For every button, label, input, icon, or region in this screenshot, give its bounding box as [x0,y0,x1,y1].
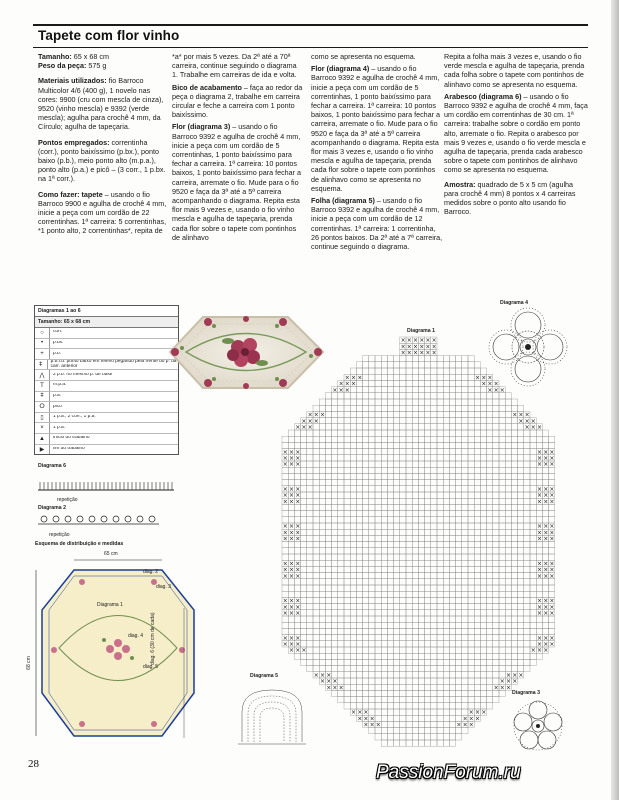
legend-rows [35,328,178,454]
svg-text:×: × [431,343,437,351]
svg-text:×: × [543,634,549,642]
legend-symbol: ⵔ [35,402,50,412]
svg-text:×: × [549,486,555,493]
svg-text:×: × [400,349,406,357]
svg-text:×: × [530,417,536,425]
svg-text:×: × [295,572,301,580]
svg-text:×: × [499,678,505,686]
sample-label: Amostra: [444,179,476,189]
svg-text:×: × [543,572,549,580]
legend-text: 2 p.b. no mesmo p. de base [53,372,113,377]
svg-text:×: × [543,610,549,617]
diagram1-grid [280,335,560,750]
svg-text:×: × [518,417,524,425]
svg-text:×: × [332,678,338,686]
legend-row [35,328,178,339]
svg-text:×: × [530,647,536,655]
svg-text:×: × [549,560,555,568]
svg-text:×: × [413,337,419,345]
svg-text:×: × [326,678,332,686]
layout-scheme [34,548,204,748]
svg-text:×: × [351,380,357,388]
svg-text:×: × [282,603,288,611]
svg-text:×: × [549,529,555,537]
svg-text:×: × [481,709,487,717]
diagram5-label: Diagrama 5 [250,673,278,679]
svg-text:×: × [289,610,295,617]
svg-text:×: × [481,380,487,388]
svg-text:×: × [537,535,543,543]
svg-text:×: × [344,380,350,388]
legend-text: p.b.r.d: ponto baixo em relevo pegando pela frente do p. da carr. anterior [50,359,177,369]
text-column-3 [311,52,443,254]
svg-text:×: × [419,337,425,345]
legend-text: picô [53,404,62,409]
diagram6-strip [34,470,179,500]
svg-text:×: × [301,647,307,655]
legend-row [35,381,178,392]
svg-text:×: × [537,610,543,617]
svg-text:×: × [549,597,555,605]
svg-text:×: × [282,486,288,493]
svg-text:×: × [282,535,288,543]
legend-symbol: • [35,339,50,349]
text-column-1 [38,52,170,239]
legend-row [35,413,178,424]
svg-text:×: × [307,424,313,431]
svg-text:×: × [549,610,555,617]
svg-text:×: × [338,380,344,388]
svg-text:×: × [295,498,301,506]
svg-text:×: × [406,349,412,357]
legend-row [35,392,178,403]
diagram2-label: Diagrama 2 [38,505,66,511]
legend-text: m.p.a. [53,383,67,388]
page-spine-shadow [611,0,619,800]
legend-text: p.bx. [53,340,64,345]
svg-text:×: × [549,572,555,580]
svg-text:×: × [537,529,543,537]
svg-text:×: × [537,523,543,531]
layout-scheme-label: Esquema de distribuição e medidas [35,541,124,547]
sample-text: quadrado de 5 x 5 cm (agulha para crochê 4 mm) 8 pontos x 4 carreiras medidos sobre o ponto alto usando fio Barroco. [444,179,576,217]
diagram3-motif [510,698,566,754]
svg-text:×: × [499,684,505,692]
col4-text-1: Repita a folha mais 3 vezes e, usando o fio verde mescla e agulha de tapeçaria, prenda cada folha sobre o tapete com pontinhos de alinhavo como se apresenta no esquema. [444,52,585,89]
svg-text:×: × [282,572,288,580]
svg-text:×: × [320,411,326,419]
svg-text:×: × [549,455,555,462]
legend-row [35,370,178,381]
svg-text:×: × [320,678,326,686]
legend-row [35,423,178,434]
svg-text:×: × [363,709,369,717]
svg-text:×: × [338,386,344,394]
repeat-label-1: repetição [57,497,78,503]
legend-text: 1 p.a. [53,425,66,430]
svg-text:×: × [295,597,301,605]
svg-text:×: × [289,634,295,642]
svg-text:×: × [338,684,344,692]
svg-text:×: × [543,529,549,537]
svg-text:×: × [549,603,555,611]
svg-text:×: × [506,684,512,692]
svg-text:×: × [369,721,375,729]
svg-text:×: × [295,610,301,617]
diagram4-motif [488,307,568,387]
legend-symbol: × [35,423,50,433]
scheme-diag1: Diagrama 1 [97,602,123,608]
svg-text:×: × [289,535,295,543]
scheme-diag6: diag. 6 (30 cm de cada) [150,612,156,665]
legend-symbol: ▶ [35,445,50,455]
svg-text:×: × [537,498,543,506]
svg-text:×: × [301,424,307,431]
svg-text:×: × [524,424,530,431]
materials-label: Materiais utilizados: [38,76,107,86]
svg-text:×: × [289,560,295,568]
scheme-diag3: diag. 3 [156,584,172,590]
svg-text:×: × [543,560,549,568]
svg-text:×: × [537,647,543,655]
svg-text:×: × [493,684,499,692]
svg-text:×: × [344,386,350,394]
leaf5-text: – usando o fio Barroco 9392 e agulha de crochê 4 mm, inicie a peça com um cordão de 12 correntinhas. 1ª carreira: 1 correntinha, 26 pontos baixos. Da 2ª até a 7ª carreira, continue seguindo o diagrama. [311,196,443,252]
svg-text:×: × [282,560,288,568]
legend-row [35,349,178,360]
svg-text:×: × [530,424,536,431]
svg-text:×: × [289,492,295,500]
legend-text: corr. [53,330,63,335]
svg-text:×: × [295,492,301,500]
svg-text:×: × [537,492,543,500]
title-rule [33,47,588,48]
stitches-label: Pontos empregados: [38,137,110,147]
svg-text:×: × [537,641,543,648]
edging-text: – faça ao redor da peça o diagrama 2, trabalhe em carreira circular e feche a carreira com 1 ponto baixíssimo. [172,82,303,120]
svg-text:×: × [289,461,295,469]
how-to-text: – usando o fio Barroco 9900 e agulha de crochê 4 mm, inicie a peça com um cordão de 22 correntinhas. 1ª carreira: 5 correntinhas, *1 ponto alto, 2 correntinhas*, repita de [38,189,167,236]
svg-text:×: × [326,684,332,692]
svg-text:×: × [537,448,543,456]
svg-text:×: × [375,721,381,729]
svg-text:×: × [282,529,288,537]
svg-text:×: × [363,715,369,723]
svg-text:×: × [295,560,301,568]
svg-text:×: × [431,337,437,345]
top-rule [33,24,588,26]
weight-label: Peso da peça: [38,61,87,71]
svg-text:×: × [512,672,518,679]
svg-text:×: × [549,448,555,456]
svg-text:×: × [400,337,406,345]
svg-text:×: × [543,641,549,648]
svg-text:×: × [295,461,301,469]
svg-text:×: × [357,374,363,382]
svg-text:×: × [332,684,338,692]
svg-text:×: × [456,721,462,729]
svg-text:×: × [524,417,530,425]
svg-text:×: × [549,641,555,648]
svg-text:×: × [419,349,425,357]
svg-text:×: × [295,634,301,642]
svg-text:×: × [549,535,555,543]
svg-text:×: × [518,411,524,419]
svg-text:×: × [468,715,474,723]
svg-text:×: × [512,678,518,686]
svg-text:×: × [295,647,301,655]
svg-text:×: × [413,349,419,357]
width-65cm: 65 cm [104,551,118,557]
svg-text:×: × [369,715,375,723]
svg-text:×: × [487,374,493,382]
svg-text:×: × [326,672,332,679]
how-to-label: Como fazer: tapete [38,189,103,199]
svg-text:×: × [295,535,301,543]
svg-text:×: × [475,715,481,723]
svg-text:×: × [543,498,549,506]
svg-text:×: × [537,603,543,611]
legend-symbol: ▲ [35,434,50,444]
svg-text:×: × [493,380,499,388]
svg-text:×: × [506,672,512,679]
svg-text:×: × [425,337,431,345]
svg-text:×: × [462,721,468,729]
legend-symbol: ○ [35,328,50,338]
svg-text:×: × [468,709,474,717]
svg-text:×: × [351,709,357,717]
svg-text:×: × [537,634,543,642]
svg-text:×: × [295,486,301,493]
diagram6-label: Diagrama 6 [38,463,66,469]
svg-text:×: × [344,374,350,382]
svg-text:×: × [295,603,301,611]
svg-text:×: × [431,349,437,357]
svg-text:×: × [295,529,301,537]
svg-text:×: × [289,498,295,506]
legend-symbol: + [35,349,50,359]
legend-text: início do trabalho [53,436,90,441]
repeat-label-2: repetição [49,532,70,538]
diagram4-label: Diagrama 4 [500,300,528,306]
svg-text:×: × [419,343,425,351]
svg-text:×: × [543,647,549,655]
legend-row [35,339,178,350]
legend-text: p.b. [53,351,62,356]
svg-text:×: × [543,597,549,605]
svg-text:×: × [282,492,288,500]
svg-text:×: × [289,529,295,537]
svg-text:×: × [493,386,499,394]
scheme-diag5: diag. 5 [143,664,159,670]
svg-text:×: × [332,386,338,394]
svg-text:×: × [543,448,549,456]
text-column-4 [444,52,589,219]
svg-text:×: × [289,455,295,462]
diagram3-label: Diagrama 3 [512,690,540,696]
legend-row [35,434,178,445]
svg-text:×: × [282,597,288,605]
svg-text:×: × [543,523,549,531]
arabesque-text: – usando o fio Barroco 9392 e agulha de crochê 4 mm, faça um cordão em correntinhas de 30 cm. 1ª carreira: trabalhe sobre o cordão em ponto alto, arremate o fio. Repita o arabesco por mais 9 vezes e, usando o fio verde mescla e agulha de tapeçaria, prenda cada arabesco sobre o tapete com pontinhos de alinhavo como se apresenta no esquema. [444,91,588,175]
svg-text:×: × [543,461,549,469]
svg-text:×: × [462,715,468,723]
svg-text:×: × [549,461,555,469]
svg-text:×: × [543,535,549,543]
svg-text:×: × [282,448,288,456]
svg-text:×: × [425,343,431,351]
legend-symbol: ǂ [35,360,48,370]
legend-symbol: ▯ [35,413,50,423]
svg-text:×: × [289,486,295,493]
flower4-text: – usando o fio Barroco 9392 e agulha de crochê 4 mm, inicie a peça com um cordão de 5 correntinhas, 1 ponto baixíssimo para fechar a carreira. 1ª carreira: 10 pontos baixos, 1 ponto baixíssimo para fechar a carreira, arremate o fio. Mude para o fio 9520 e faça da 3ª até a 5ª carreira acompanhando o diagrama. Repita esta flor mais 3 vezes e, usando o fio vinho mescla e agulha de tapeçaria, prenda cada flor sobre o tapete com pontinhos de alinhavo como se apresenta no esquema. [311,64,441,193]
legend-symbol: ǂ [35,392,50,402]
page-title: Tapete com flor vinho [38,28,180,43]
svg-text:×: × [282,455,288,462]
legend-row [35,360,178,371]
arabesque-label: Arabesco (diagrama 6) [444,91,522,101]
svg-text:×: × [543,486,549,493]
svg-text:×: × [549,498,555,506]
svg-text:×: × [282,498,288,506]
legend-symbol: T [35,381,50,391]
size-label: Tamanho: [38,52,72,61]
svg-text:×: × [295,566,301,574]
svg-text:×: × [295,455,301,462]
svg-text:×: × [351,374,357,382]
svg-text:×: × [313,411,319,419]
svg-text:×: × [537,597,543,605]
legend-symbol: ⋀ [35,370,50,380]
flower4-label: Flor (diagrama 4) [311,64,370,74]
svg-text:×: × [282,461,288,469]
legend-row [35,402,178,413]
svg-text:×: × [295,641,301,648]
svg-text:×: × [524,411,530,419]
svg-text:×: × [400,343,406,351]
svg-text:×: × [289,641,295,648]
svg-text:×: × [543,492,549,500]
svg-text:×: × [282,523,288,531]
svg-text:×: × [499,386,505,394]
svg-text:×: × [295,523,301,531]
legend-text: fim do trabalho [53,446,85,451]
svg-text:×: × [313,672,319,679]
svg-text:×: × [363,721,369,729]
svg-text:×: × [549,523,555,531]
flower3-text: – usando o fio Barroco 9392 e agulha de crochê 4 mm, inicie a peça com um cordão de 5 correntinhas, 1 ponto baixíssimo para fechar a carreira. 1ª carreira: 10 pontos baixos, 1 ponto baixíssimo para fechar a carreira, arremate o fio. Mude para o fio 9520 e faça da 3ª até a 5ª carreira acompanhando o diagrama. Repita esta flor mais 9 vezes e, usando o fio vinho mescla e agulha de tapeçaria, prenda cada flor sobre o tapete com pontinhos de alinhavo [172,122,302,242]
svg-text:×: × [289,597,295,605]
svg-text:×: × [543,455,549,462]
svg-text:×: × [289,566,295,574]
svg-text:×: × [537,486,543,493]
svg-text:×: × [313,417,319,425]
svg-text:×: × [537,560,543,568]
svg-text:×: × [537,455,543,462]
flower3-label: Flor (diagrama 3) [172,122,231,132]
svg-text:×: × [320,672,326,679]
forum-watermark: PassionForum.ru [376,762,521,783]
svg-text:×: × [543,603,549,611]
svg-text:×: × [537,424,543,431]
legend-text: 1 p.a., 2 corr., 1 p.a. [53,415,96,420]
svg-text:×: × [537,566,543,574]
svg-text:×: × [289,647,295,655]
height-68cm: 68 cm [25,656,32,670]
legend-row [35,445,178,455]
svg-text:×: × [406,337,412,345]
svg-text:×: × [537,572,543,580]
diagram5-leaf [232,682,312,752]
leaf5-label: Folha (diagrama 5) [311,196,375,206]
stitches-text: correntinha (corr.), ponto baixíssimo (p.bx.), ponto baixo (p.b.), meio ponto alto (m.p.a.), ponto alto (p.a.) e picô – (3 corr., 1 p.bx. na 1ª corr.). [38,137,166,184]
svg-text:×: × [487,380,493,388]
svg-text:×: × [425,349,431,357]
page-number: 28 [28,758,39,770]
svg-text:×: × [289,448,295,456]
svg-text:×: × [307,411,313,419]
svg-text:×: × [282,610,288,617]
svg-text:×: × [406,343,412,351]
legend-size: Tamanho: 65 x 68 cm [35,317,178,328]
edging-label: Bico de acabamento [172,82,242,92]
col2-text-1: *a* por mais 5 vezes. Da 2ª até a 70ª carreira, continue seguindo o diagrama 1. Trabalhe em carreiras de ida e volta. [172,52,297,80]
svg-text:×: × [475,374,481,382]
materials-text: fio Barroco Multicolor 4/6 (400 g), 1 novelo nas cores: 9900 (cru com mescla de cinza), 9520 (vinho mescla) e 9392 (verde mescla); agulha para crochê 4 mm, da Círculo; agulha de tapeçaria. [38,76,164,132]
svg-text:×: × [468,721,474,729]
svg-text:×: × [301,417,307,425]
diagram1-label: Diagrama 1 [407,328,435,334]
size-text: 65 x 68 cm [71,52,109,61]
svg-text:×: × [289,603,295,611]
svg-text:×: × [413,343,419,351]
svg-text:×: × [289,572,295,580]
svg-text:×: × [549,492,555,500]
svg-text:×: × [295,424,301,431]
svg-text:×: × [475,709,481,717]
svg-text:×: × [549,634,555,642]
svg-text:×: × [512,411,518,419]
text-column-2 [172,52,304,245]
svg-text:×: × [537,461,543,469]
svg-text:×: × [543,566,549,574]
legend-title: Diagramas 1 ao 6 [35,306,178,317]
weight-text: 575 g [86,61,107,71]
svg-text:×: × [282,566,288,574]
svg-text:×: × [282,634,288,642]
svg-text:×: × [549,566,555,574]
svg-text:×: × [295,448,301,456]
svg-text:×: × [506,678,512,686]
scheme-diag2: diag. 2 [143,569,159,575]
svg-text:×: × [282,641,288,648]
diagram2-strip [34,510,179,532]
svg-text:×: × [481,374,487,382]
svg-text:×: × [357,709,363,717]
svg-text:×: × [487,386,493,394]
legend-text: p.a. [53,393,62,398]
svg-text:×: × [357,715,363,723]
svg-text:×: × [518,672,524,679]
svg-text:×: × [289,523,295,531]
col3-text-1: como se apresenta no esquema. [311,52,416,61]
svg-text:×: × [307,417,313,425]
scheme-diag4: diag. 4 [128,633,144,639]
